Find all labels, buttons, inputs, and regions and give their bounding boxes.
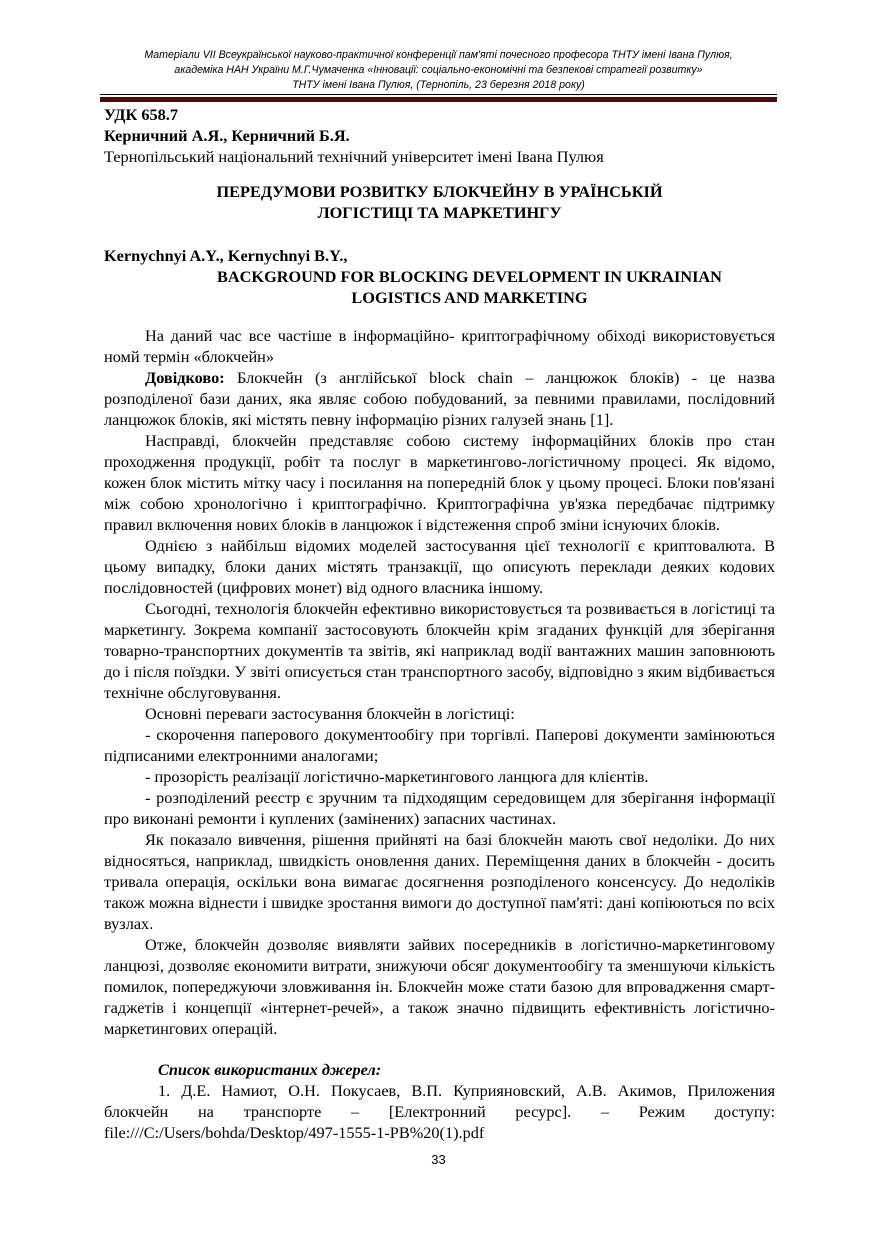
header-line-3: ТНТУ імені Івана Пулюя, (Тернопіль, 23 березня 2018 року) bbox=[292, 79, 585, 91]
paragraph-crypto: Однією з найбільш відомих моделей застосування цієї технології є криптовалюта. В цьому випадку, блоки даних містять транзакції, що описують переклади деяких кодових послідовностей (цифрових монет) від одного власника іншому. bbox=[104, 536, 775, 597]
paragraph-blocks: Насправді, блокчейн представляє собою систему інформаційних блоків про стан проходження продукції, робіт та послуг в маркетингово-логістичному процесі. Як відомо, кожен блок містить мітку часу і посилання на попередній блок у цьому процесі. Блоки пов'язані між собою хронологічно і криптографічно. Криптографічна ув'язка передбачає підтримку правил включення нових блоків в ланцюжок і відстеження спроб зміни існуючих блоків. bbox=[104, 431, 775, 534]
udk-code: УДК 658.7 bbox=[104, 105, 179, 124]
paragraph-logistics: Сьогодні, технологія блокчейн ефективно використовується та розвивається в логістиці та маркетингу. Зокрема компанії застосовують блокчейн крім згаданих функцій для зберігання товарно-транспортних документів та звітів, які наприклад водії вантажних машин заповнюють до і після поїздки. У звіті описується стан транспортного засобу, відповідно з яким відбивається технічне обслуговування. bbox=[104, 599, 775, 702]
definition-label: Довідково: bbox=[145, 368, 225, 387]
header-rule-thick bbox=[100, 97, 777, 102]
list-item: - розподілений реєстр є зручним та підходящим середовищем для зберігання інформації про виконані ремонти і куплених (замінених) запасних частинах. bbox=[104, 788, 775, 828]
title-ua bbox=[104, 181, 775, 223]
authors-ua: Керничний А.Я., Керничний Б.Я. bbox=[104, 126, 350, 145]
references-heading: Список використаних джерел: bbox=[158, 1060, 382, 1079]
paragraph-conclusion: Отже, блокчейн дозволяє виявляти зайвих посередників в логістично-маркетинговому ланцюзі, дозволяє економити витрати, знижуючи обсяг документообігу та зменшуючи кількість помилок, попереджуючи зловживання ін. Блокчейн може стати базою для впровадження смарт-гаджетів і концепції «інтернет-речей», а також значно підвищить ефективність логістично-маркетингових операцій. bbox=[104, 935, 775, 1038]
title-ua-line-1: ПЕРЕДУМОВИ РОЗВИТКУ БЛОКЧЕЙНУ В УРАЇНСЬКІЙ bbox=[216, 182, 663, 201]
paragraph-drawbacks: Як показало вивчення, рішення прийняті на базі блокчейн мають свої недоліки. До них відносяться, наприклад, швидкість оновлення даних. Переміщення даних в блокчейн - досить тривала операція, оскільки вона вимагає досягнення розподіленого консенсусу. До недоліків також можна віднести і швидке зростання вимоги до доступної пам'яті: дані копіюються по всіх вузлах. bbox=[104, 830, 775, 933]
affiliation: Тернопільський національний технічний університет імені Івана Пулюя bbox=[104, 147, 604, 166]
paragraph-intro: На даний час все частіше в інформаційно- криптографічному обіході використовується номй термін «блокчейн» bbox=[104, 326, 775, 366]
header-rule-thin bbox=[100, 94, 777, 95]
header-line-2: академіка НАН України М.Г.Чумаченка «Інновації: соціально-економічні та безпекові стратегії розвитку» bbox=[174, 64, 703, 76]
paragraph-advantages: Основні переваги застосування блокчейн в логістиці: bbox=[145, 704, 515, 723]
title-en-line-2: LOGISTICS AND MARKETING bbox=[351, 288, 588, 307]
article-body bbox=[104, 104, 775, 1143]
list-item: - скорочення паперового документообігу при торгівлі. Паперові документи замінюються підписаними електронними аналогами; bbox=[104, 725, 775, 765]
paragraph-definition bbox=[104, 367, 775, 430]
definition-text: Блокчейн (з англійської block chain – ланцюжок блоків) - це назва розподіленої бази даних, яка являє собою побудований, за певними правилами, послідовний ланцюжок блоків, які містять певну інформацію різних галузей знань [1]. bbox=[104, 368, 775, 429]
page-number: 33 bbox=[431, 1152, 446, 1167]
list-item: - прозорість реалізації логістично-маркетингового ланцюга для клієнтів. bbox=[145, 767, 649, 786]
header-line-1: Матеріали VII Всеукраїнської науково-практичної конференції пам'яті почесного професора ТНТУ імені Івана Пулюя, bbox=[144, 49, 733, 61]
authors-en: Kernychnyi A.Y., Kernychnyi B.Y., bbox=[104, 246, 348, 265]
running-header bbox=[100, 48, 777, 93]
title-en-line-1: BACKGROUND FOR BLOCKING DEVELOPMENT IN UKRAINIAN bbox=[217, 267, 722, 286]
title-ua-line-2: ЛОГІСТИЦІ ТА МАРКЕТИНГУ bbox=[317, 203, 562, 222]
reference-item: 1. Д.Е. Намиот, О.Н. Покусаев, В.П. Куприяновский, А.В. Акимов, Приложения блокчейн на транспорте – [Електронний ресурс]. – Режим доступу: file:///C:/Users/bohda/Desktop/497-1555-1-PB%20(1).pdf bbox=[104, 1081, 775, 1142]
